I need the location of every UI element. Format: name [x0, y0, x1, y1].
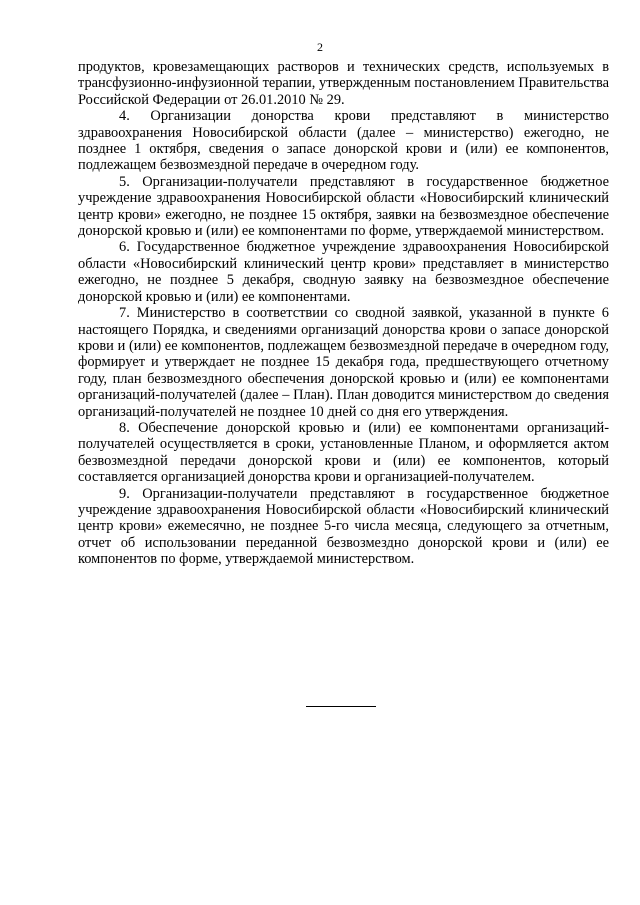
- paragraph-item-8: 8. Обеспечение донорской кровью и (или) ее компонентами организаций-получателей осуществляется в сроки, установленные Планом, и оформляется актом безвозмездной передачи донорской крови и (или) ее компонентов, который составляется организацией донорства крови и организацией-получателем.: [78, 419, 609, 486]
- end-separator-line: [306, 706, 376, 707]
- page-number: 2: [317, 40, 323, 54]
- document-body: [78, 59, 609, 568]
- paragraph-item-9: 9. Организации-получатели представляют в государственное бюджетное учреждение здравоохранения Новосибирской области «Новосибирский клинический центр крови» ежемесячно, не позднее 5-го числа месяца, следующего за отчетным, отчет об использовании переданной безвозмездно донорской крови и (или) ее компонентов по форме, утверждаемой министерством.: [78, 485, 609, 568]
- paragraph-item-7: 7. Министерство в соответствии со сводной заявкой, указанной в пункте 6 настоящего Порядка, и сведениями организаций донорства крови о запасе донорской крови и (или) ее компонентов, подлежащем безвозмездной передаче в очередном году, формирует и утверждает не позднее 15 декабря года, предшествующего отчетному году, план безвозмездного обеспечения донорской кровью и (или) ее компонентами организаций-получателей (далее – План). План доводится министерством до сведения организаций-получателей не позднее 10 дней со дня его утверждения.: [78, 305, 609, 420]
- paragraph-item-6: 6. Государственное бюджетное учреждение здравоохранения Новосибирской области «Новосибирский клинический центр крови» представляет в министерство ежегодно, не позднее 5 декабря, сводную заявку на безвозмездное обеспечение донорской кровью и (или) ее компонентами.: [78, 239, 609, 305]
- paragraph-item-5: 5. Организации-получатели представляют в государственное бюджетное учреждение здравоохранения Новосибирской области «Новосибирский клинический центр крови» ежегодно, не позднее 15 октября, заявки на безвозмездное обеспечение донорской кровью и (или) ее компонентами по форме, утверждаемой министерством.: [78, 173, 609, 240]
- paragraph-continuation: продуктов, кровезамещающих растворов и технических средств, используемых в трансфузионно-инфузионной терапии, утвержденным постановлением Правительства Российской Федерации от 26.01.2010 № 29.: [78, 59, 609, 108]
- paragraph-item-4: 4. Организации донорства крови представляют в министерство здравоохранения Новосибирской области (далее – министерство) ежегодно, не позднее 1 октября, сведения о запасе донорской крови и (или) ее компонентов, подлежащем безвозмездной передаче в очередном году.: [78, 108, 609, 174]
